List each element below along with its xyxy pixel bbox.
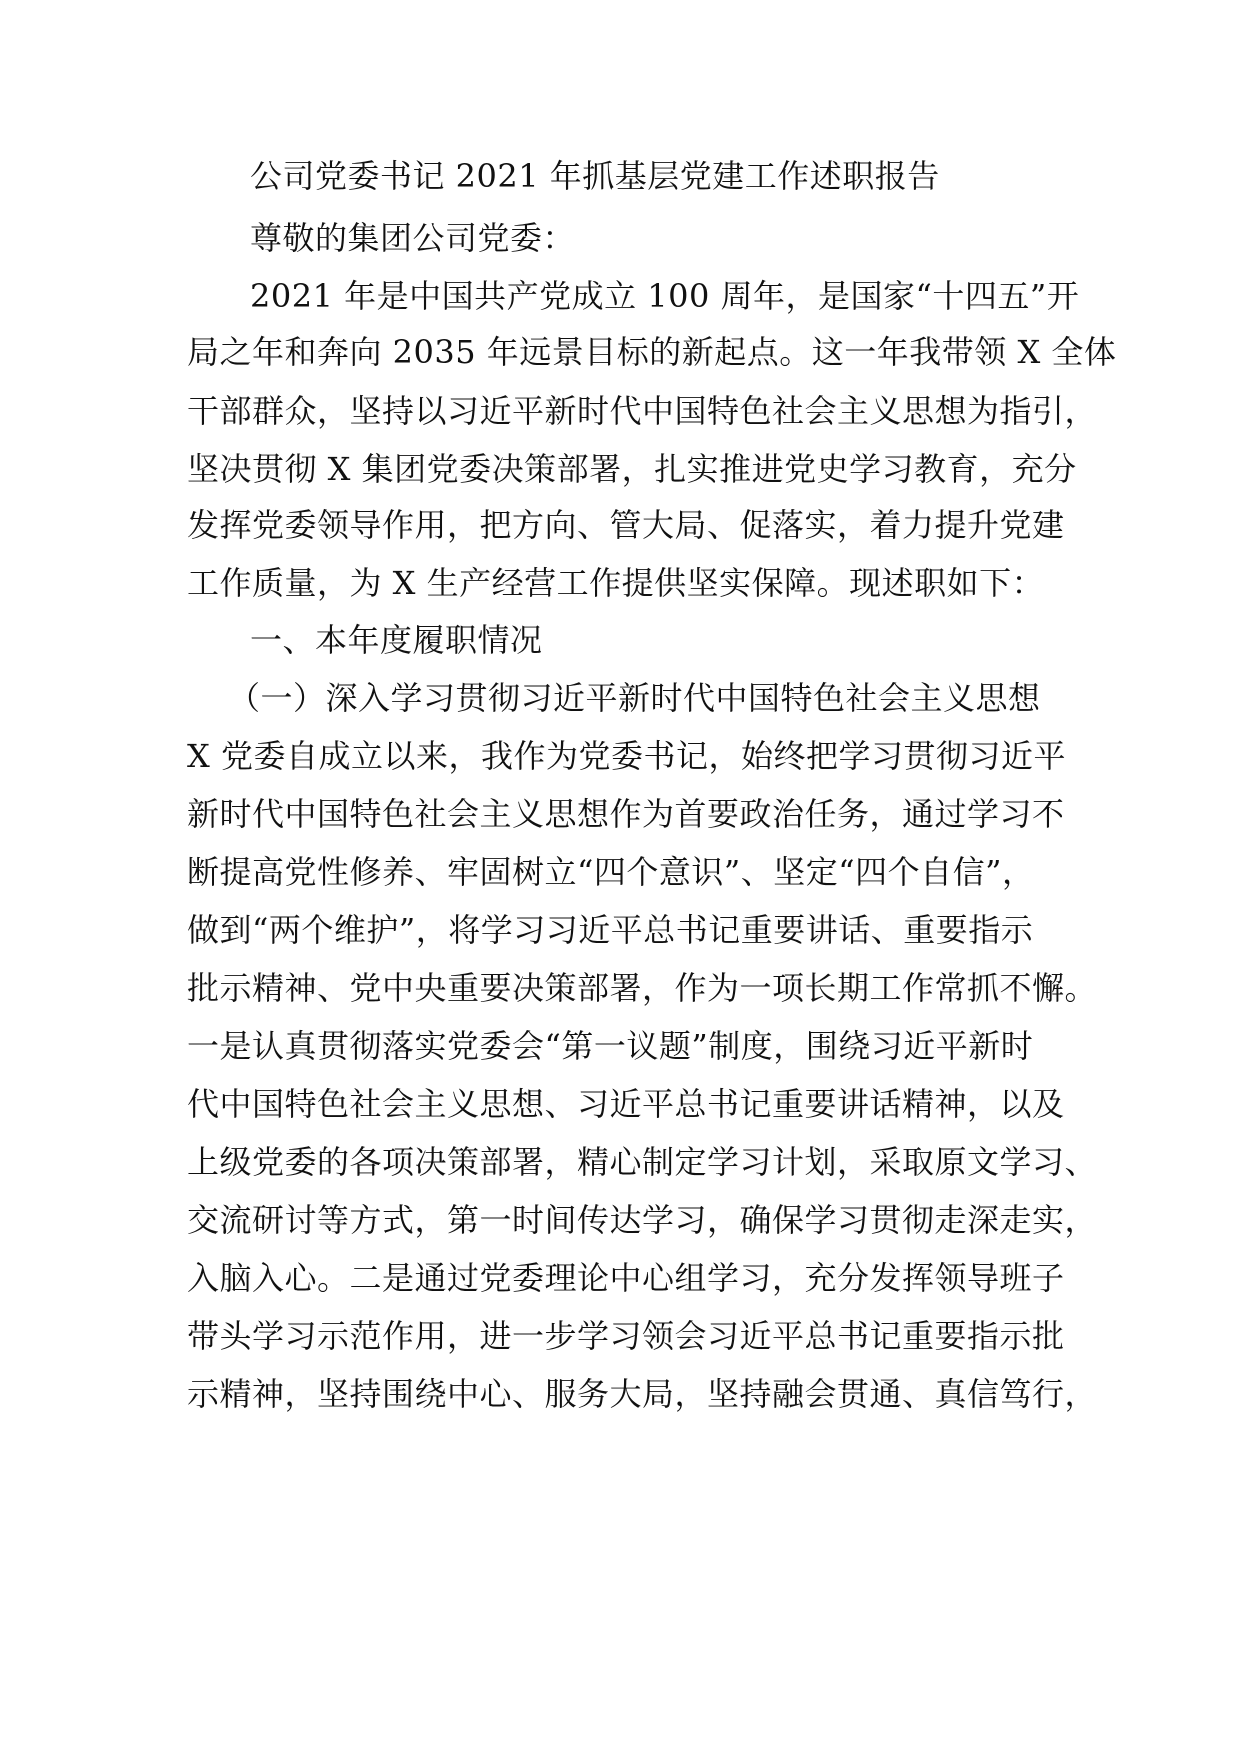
intro-line: 坚决贯彻 X 集团党委决策部署，扎实推进党史学习教育，充分 [187,450,1077,488]
subsection-heading: （一）深入学习贯彻习近平新时代中国特色社会主义思想 [228,679,1041,717]
intro-line: 2021 年是中国共产党成立 100 周年，是国家“十四五”开 [250,277,1080,315]
body-line: 一是认真贯彻落实党委会“第一议题”制度，围绕习近平新时 [187,1027,1034,1065]
body-line: 入脑入心。二是通过党委理论中心组学习，充分发挥领导班子 [187,1259,1065,1297]
body-line: 批示精神、党中央重要决策部署，作为一项长期工作常抓不懈。 [187,969,1098,1007]
intro-line: 发挥党委领导作用，把方向、管大局、促落实，着力提升党建 [187,506,1065,544]
section-heading: 一、本年度履职情况 [250,621,543,659]
body-line: 上级党委的各项决策部署，精心制定学习计划，采取原文学习、 [187,1143,1098,1181]
intro-line: 局之年和奔向 2035 年远景目标的新起点。这一年我带领 X 全体 [187,333,1117,371]
body-line: 交流研讨等方式，第一时间传达学习，确保学习贯彻走深走实， [187,1201,1098,1239]
body-line: X 党委自成立以来，我作为党委书记，始终把学习贯彻习近平 [187,737,1066,775]
salutation: 尊敬的集团公司党委： [250,219,576,257]
intro-line: 干部群众，坚持以习近平新时代中国特色社会主义思想为指引， [187,392,1098,430]
intro-line: 工作质量，为 X 生产经营工作提供坚实保障。现述职如下： [187,564,1045,602]
body-line: 带头学习示范作用，进一步学习领会习近平总书记重要指示批 [187,1317,1065,1355]
body-line: 新时代中国特色社会主义思想作为首要政治任务，通过学习不 [187,795,1065,833]
body-line: 示精神，坚持围绕中心、服务大局，坚持融会贯通、真信笃行， [187,1375,1098,1413]
document-title: 公司党委书记 2021 年抓基层党建工作述职报告 [250,157,940,195]
body-line: 代中国特色社会主义思想、习近平总书记重要讲话精神，以及 [187,1085,1065,1123]
body-line: 断提高党性修养、牢固树立“四个意识”、坚定“四个自信”， [187,853,1035,891]
body-line: 做到“两个维护”，将学习习近平总书记重要讲话、重要指示 [187,911,1034,949]
